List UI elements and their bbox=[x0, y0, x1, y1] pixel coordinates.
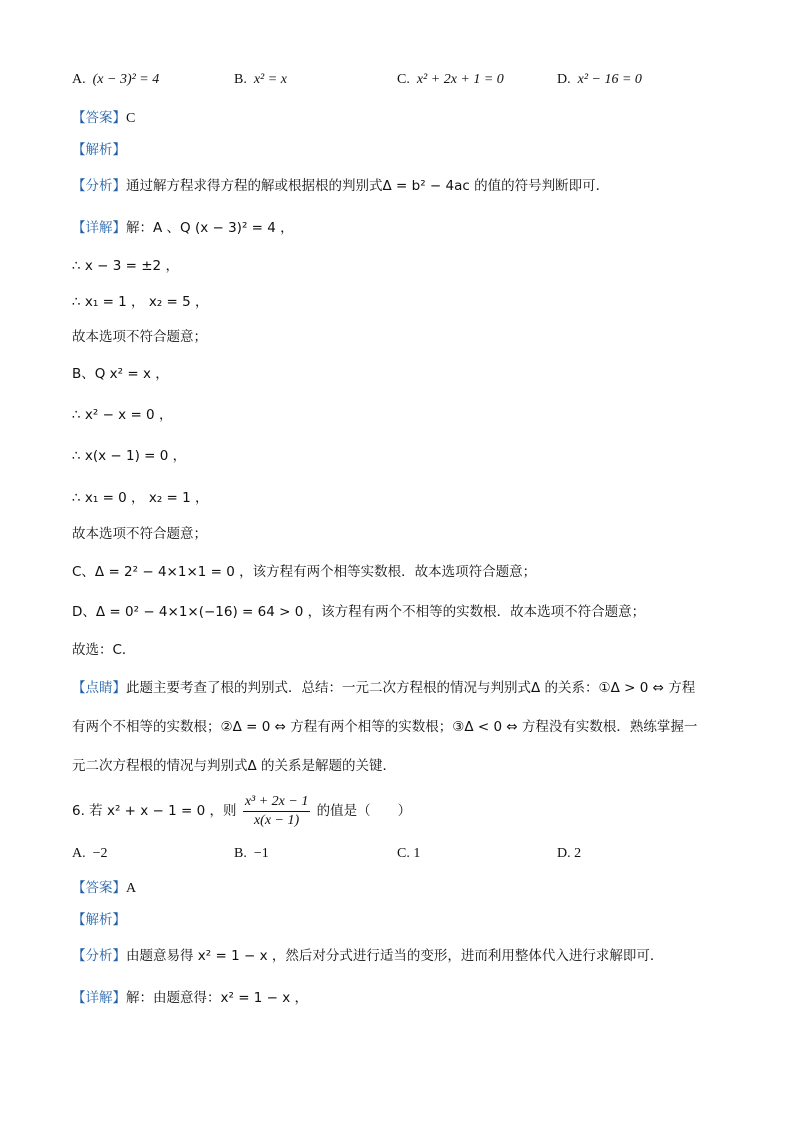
q5-option-b: B. x² = x bbox=[234, 72, 287, 87]
q5-analysis-heading: 【解析】 bbox=[72, 142, 126, 158]
q6-stem: 6. 若 x² + x − 1 = 0 ，则 $\frac{\text{x³ + 2x − 1}}{x(x - 1)}$ 的值是（ ） bbox=[72, 793, 412, 828]
q6-analysis-heading: 【解析】 bbox=[72, 912, 126, 928]
q5-option-a: A. (x − 3)² = 4 bbox=[72, 72, 160, 87]
q5-step: C、Δ = 2² − 4×1×1 = 0 ，该方程有两个相等实数根．故本选项符合题意； bbox=[72, 564, 537, 580]
q5-step: ∴ x − 3 = ±2 ， bbox=[72, 258, 179, 274]
q5-step: B、Q x² = x ， bbox=[72, 366, 169, 382]
q6-fraction: $\frac{\text{x³ + 2x − 1}}{x(x - 1)}$ bbox=[244, 793, 309, 828]
q5-dianjing: 【点睛】此题主要考查了根的判别式．总结：一元二次方程根的情况与判别式Δ 的关系：①Δ > 0 ⇔ 方程 bbox=[72, 680, 696, 696]
q5-detail-first: 【详解】解：A 、Q (x − 3)² = 4 ， bbox=[72, 220, 294, 236]
q5-dianjing-line: 有两个不相等的实数根；②Δ = 0 ⇔ 方程有两个相等的实数根；③Δ < 0 ⇔ 方程没有实数根．熟练掌握一 bbox=[72, 719, 698, 735]
q6-fenxi: 【分析】由题意易得 x² = 1 − x ，然后对分式进行适当的变形，进而利用整体代入进行求解即可． bbox=[72, 948, 664, 964]
q5-step: 故本选项不符合题意； bbox=[72, 526, 207, 542]
q5-step: 故选：C． bbox=[72, 642, 136, 658]
q5-fenxi: 【分析】通过解方程求得方程的解或根据根的判别式Δ = b² − 4ac 的值的符号判断即可． bbox=[72, 178, 610, 194]
q6-answer: 【答案】A bbox=[72, 880, 137, 896]
q6-option-b: B. −1 bbox=[234, 846, 269, 861]
q5-step: ∴ x(x − 1) = 0 ， bbox=[72, 448, 187, 464]
q5-answer: 【答案】C bbox=[72, 110, 136, 126]
q6-option-d: D. 2 bbox=[557, 846, 582, 861]
q5-option-d: D. x² − 16 = 0 bbox=[557, 72, 642, 87]
q5-step: ∴ x² − x = 0 ， bbox=[72, 407, 173, 423]
q5-step: ∴ x₁ = 0 ， x₂ = 1 ， bbox=[72, 490, 209, 506]
q5-step: D、Δ = 0² − 4×1×(−16) = 64 > 0 ，该方程有两个不相等的实数根．故本选项不符合题意； bbox=[72, 604, 646, 620]
q5-step: ∴ x₁ = 1 ， x₂ = 5 ， bbox=[72, 294, 209, 310]
q5-dianjing-line: 元二次方程根的情况与判别式Δ 的关系是解题的关键． bbox=[72, 758, 397, 774]
q6-detail: 【详解】解：由题意得：x² = 1 − x ， bbox=[72, 990, 309, 1006]
q5-option-c: C. x² + 2x + 1 = 0 bbox=[397, 72, 504, 87]
q6-option-a: A. −2 bbox=[72, 846, 108, 861]
q6-option-c: C. 1 bbox=[397, 846, 421, 861]
q5-step: 故本选项不符合题意； bbox=[72, 329, 207, 345]
